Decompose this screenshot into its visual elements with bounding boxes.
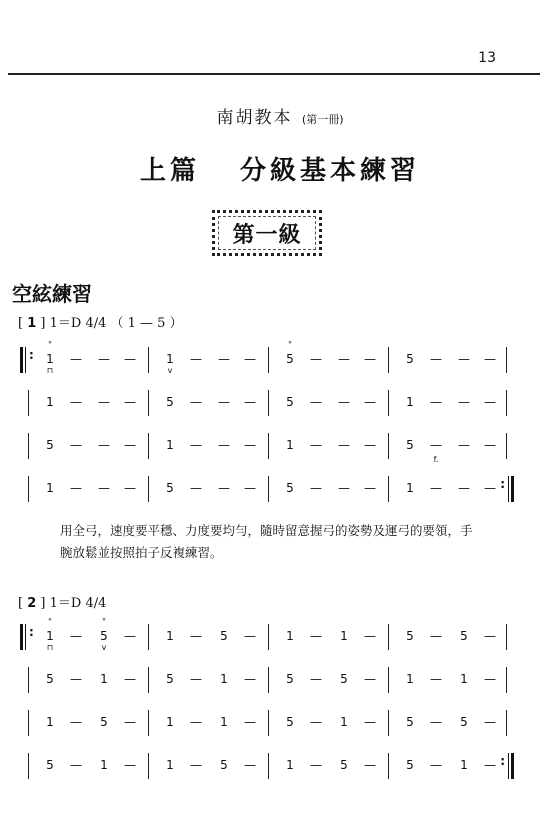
note: 1 — [46, 715, 54, 729]
dash: — — [310, 352, 322, 366]
dash: — — [124, 395, 136, 409]
dash: — — [244, 672, 256, 686]
bow-push-icon: v — [167, 366, 173, 375]
measure — [388, 622, 508, 652]
measure — [268, 751, 388, 781]
barline-thick — [511, 753, 514, 779]
dash: — — [484, 758, 496, 772]
note: 5 — [166, 481, 174, 495]
dash: — — [310, 481, 322, 495]
measure — [388, 388, 508, 418]
section-title: 空絃練習 — [12, 282, 92, 306]
dash: — — [124, 481, 136, 495]
dash: — — [310, 629, 322, 643]
dash: — — [484, 715, 496, 729]
measure — [28, 617, 148, 652]
staff-row — [28, 474, 508, 504]
measure — [388, 345, 508, 375]
note: 5 — [406, 715, 414, 729]
dash: — — [218, 352, 230, 366]
dash: — — [190, 395, 202, 409]
measure — [268, 431, 388, 461]
exercise-header-2: [ 2 ] 1＝D 4/4 — [18, 596, 107, 611]
dash: — — [430, 395, 442, 409]
dash: — — [70, 395, 82, 409]
note: 1 — [166, 438, 174, 452]
note: 1 — [460, 672, 468, 686]
dash: — — [364, 758, 376, 772]
dash: — — [190, 481, 202, 495]
staff-row — [28, 388, 508, 418]
dash: — — [218, 395, 230, 409]
dash: — — [430, 438, 442, 452]
note: 1 — [166, 352, 174, 366]
dash: — — [70, 352, 82, 366]
dash: — — [484, 395, 496, 409]
dash: — — [458, 438, 470, 452]
dash: — — [364, 352, 376, 366]
measure — [268, 665, 388, 695]
note: 1 — [286, 629, 294, 643]
dash: — — [364, 672, 376, 686]
dash: — — [244, 715, 256, 729]
dash: — — [430, 629, 442, 643]
measure — [388, 665, 508, 695]
measure — [388, 751, 508, 781]
note: 1 — [340, 715, 348, 729]
exercise-time: 4/4 — [85, 596, 107, 611]
note: 1 — [286, 758, 294, 772]
dash: — — [364, 715, 376, 729]
dash: — — [310, 715, 322, 729]
dash: — — [430, 715, 442, 729]
exercise-key: 1＝D — [49, 596, 82, 611]
note: 5 — [46, 672, 54, 686]
note: 1 — [406, 395, 414, 409]
dash: — — [338, 352, 350, 366]
dash: — — [364, 629, 376, 643]
note: 5 — [406, 438, 414, 452]
dash: — — [484, 438, 496, 452]
note: 5 — [220, 758, 228, 772]
dash: — — [70, 481, 82, 495]
staff-row — [28, 708, 508, 738]
measure — [148, 708, 268, 738]
note: 5 — [460, 715, 468, 729]
dash: — — [244, 438, 256, 452]
note: 1 — [220, 715, 228, 729]
dash: — — [458, 352, 470, 366]
dash: — — [190, 758, 202, 772]
repeat-dots: : — [500, 754, 505, 768]
dash: — — [430, 672, 442, 686]
measure — [28, 708, 148, 738]
dash: — — [244, 395, 256, 409]
note: 5 — [286, 481, 294, 495]
note: 5 — [100, 715, 108, 729]
instructions: 用全弓，速度要平穩、力度要均勻，隨時留意握弓的姿勢及運弓的要領，手腕放鬆並按照拍子反複練習。 — [60, 523, 473, 560]
note: 1 — [340, 629, 348, 643]
dash: — — [70, 758, 82, 772]
measure — [268, 388, 388, 418]
note: 5 — [406, 629, 414, 643]
note: 5 — [286, 395, 294, 409]
note: 1 — [100, 672, 108, 686]
part-label: 上篇 — [139, 156, 200, 186]
part-title — [0, 150, 560, 187]
note: 1 — [166, 715, 174, 729]
note: 1 — [166, 758, 174, 772]
repeat-dots: : — [500, 477, 505, 491]
note: 1 — [286, 438, 294, 452]
book-volume: (第一冊) — [301, 113, 344, 126]
dash: — — [338, 438, 350, 452]
dash: — — [310, 438, 322, 452]
dash: — — [190, 672, 202, 686]
barline-thick — [20, 624, 23, 650]
dash: — — [98, 395, 110, 409]
note: 5 — [286, 715, 294, 729]
measure — [148, 622, 268, 652]
note: 5 — [166, 395, 174, 409]
note: 5 — [166, 672, 174, 686]
measure — [28, 431, 148, 461]
note: 1 — [100, 758, 108, 772]
small-mark: f. — [433, 455, 439, 464]
measure — [28, 388, 148, 418]
bow-pull-icon: ⊓ — [46, 366, 54, 375]
measure — [148, 345, 268, 375]
note: 1 — [220, 672, 228, 686]
note: 1 — [166, 629, 174, 643]
staff-row — [28, 665, 508, 695]
barline-thin — [25, 624, 26, 650]
dash: — — [430, 352, 442, 366]
dash: — — [124, 629, 136, 643]
dash: — — [218, 481, 230, 495]
staff-row — [28, 617, 508, 652]
measure — [388, 474, 508, 504]
measure — [148, 474, 268, 504]
dash: — — [190, 715, 202, 729]
level-title: 第一級 — [232, 222, 302, 248]
dash: — — [124, 672, 136, 686]
open-string-mark: ° — [102, 617, 106, 626]
repeat-dots: : — [29, 625, 34, 639]
note: 5 — [406, 352, 414, 366]
dash: — — [364, 395, 376, 409]
repeat-dots: : — [29, 348, 34, 362]
dash: — — [338, 481, 350, 495]
dash: — — [98, 481, 110, 495]
open-string-mark: ° — [48, 340, 52, 349]
dash: — — [484, 672, 496, 686]
bow-pull-icon: ⊓ — [46, 643, 54, 652]
dash: — — [310, 672, 322, 686]
dash: — — [98, 438, 110, 452]
exercise-key: 1＝D — [49, 316, 82, 331]
part-title-text: 分級基本練習 — [240, 156, 421, 186]
dash: — — [484, 481, 496, 495]
exercise-number: 2 — [27, 596, 37, 611]
exercise-time: 4/4 — [85, 316, 107, 331]
dash: — — [98, 352, 110, 366]
book-title-text: 南胡教本 — [216, 108, 293, 128]
dash: — — [430, 481, 442, 495]
dash: — — [124, 715, 136, 729]
note: 5 — [460, 629, 468, 643]
measure — [388, 431, 508, 464]
dash: — — [458, 481, 470, 495]
note: 1 — [46, 352, 54, 366]
dash: — — [190, 629, 202, 643]
top-rule — [8, 73, 540, 75]
dash: — — [244, 352, 256, 366]
bow-push-icon: v — [101, 643, 107, 652]
note: 1 — [46, 395, 54, 409]
open-string-mark: ° — [48, 617, 52, 626]
dash: — — [70, 438, 82, 452]
barline-thick — [20, 347, 23, 373]
measure — [268, 474, 388, 504]
dash: — — [190, 438, 202, 452]
dash: — — [190, 352, 202, 366]
book-title — [0, 103, 560, 128]
dash: — — [124, 758, 136, 772]
measure — [28, 340, 148, 375]
note: 5 — [46, 438, 54, 452]
dash: — — [364, 438, 376, 452]
measure — [268, 622, 388, 652]
dash: — — [310, 758, 322, 772]
dash: — — [70, 715, 82, 729]
dash: — — [310, 395, 322, 409]
measure — [28, 665, 148, 695]
measure — [388, 708, 508, 738]
measure — [148, 431, 268, 461]
staff-row — [28, 751, 508, 781]
note: 5 — [220, 629, 228, 643]
exercise-number: 1 — [27, 316, 37, 331]
barline-thin — [25, 347, 26, 373]
level-box — [212, 210, 322, 256]
dash: — — [70, 629, 82, 643]
dash: — — [124, 352, 136, 366]
note: 5 — [286, 352, 294, 366]
note: 5 — [286, 672, 294, 686]
measure — [28, 751, 148, 781]
dash: — — [458, 395, 470, 409]
exercise-header-1: [ 1 ] 1＝D 4/4 （ 1 — 5 ） — [18, 316, 183, 331]
dash: — — [70, 672, 82, 686]
note: 1 — [46, 629, 54, 643]
exercise-note: （ 1 — 5 ） — [110, 316, 183, 331]
staff-row — [28, 431, 508, 464]
measure — [268, 340, 388, 375]
note: 5 — [46, 758, 54, 772]
dash: — — [430, 758, 442, 772]
open-string-mark: ° — [288, 340, 292, 349]
note: 5 — [340, 758, 348, 772]
dash: — — [244, 481, 256, 495]
measure — [148, 751, 268, 781]
dash: — — [244, 758, 256, 772]
note: 5 — [340, 672, 348, 686]
staff-row — [28, 340, 508, 375]
note: 1 — [406, 481, 414, 495]
measure — [148, 665, 268, 695]
dash: — — [244, 629, 256, 643]
dash: — — [484, 352, 496, 366]
page-number: 13 — [478, 50, 496, 66]
note: 1 — [46, 481, 54, 495]
note: 1 — [460, 758, 468, 772]
measure — [268, 708, 388, 738]
dash: — — [124, 438, 136, 452]
measure — [28, 474, 148, 504]
note: 1 — [406, 672, 414, 686]
dash: — — [338, 395, 350, 409]
dash: — — [484, 629, 496, 643]
dash: — — [364, 481, 376, 495]
measure — [148, 388, 268, 418]
dash: — — [218, 438, 230, 452]
note: 5 — [406, 758, 414, 772]
barline-thick — [511, 476, 514, 502]
note: 5 — [100, 629, 108, 643]
